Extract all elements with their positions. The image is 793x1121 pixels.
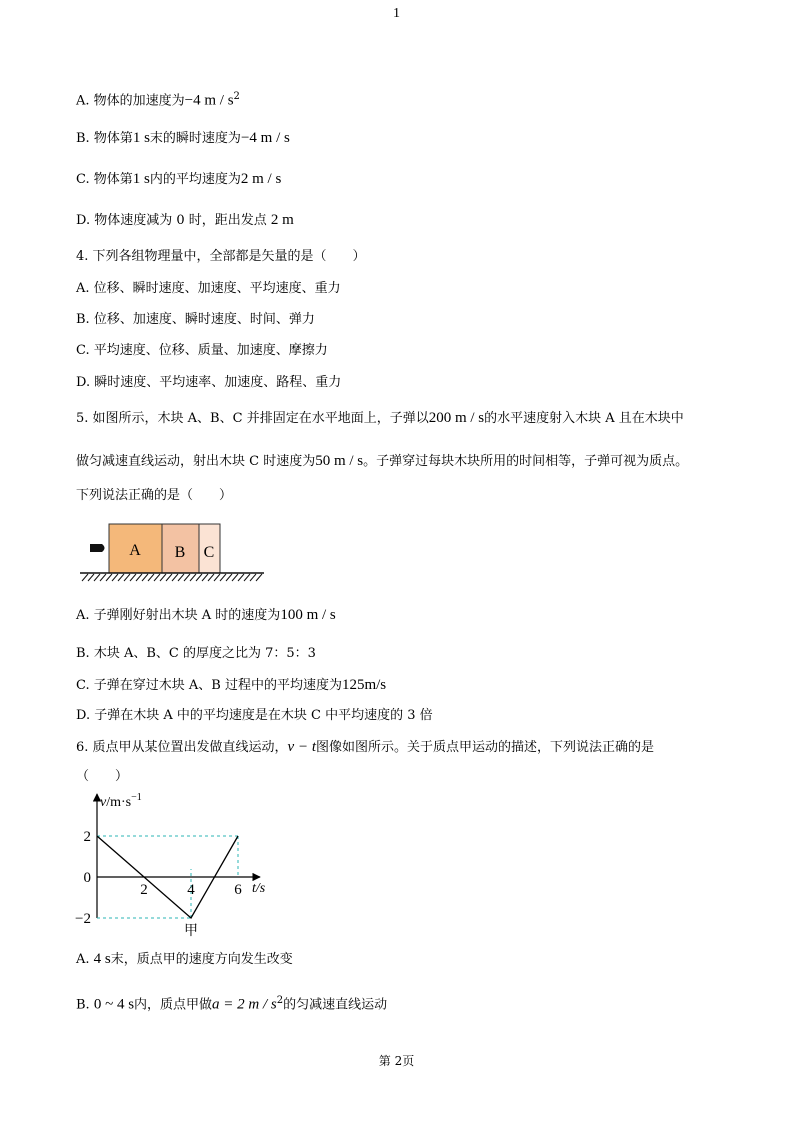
q6-stem-line1 bbox=[76, 738, 654, 757]
y-tick-label: 2 bbox=[83, 829, 91, 845]
q5-stem-line1 bbox=[76, 409, 684, 428]
q4-option-a: A. 位移、瞬时速度、加速度、平均速度、重力 bbox=[76, 281, 341, 296]
q5-stem2-post: 。子弹穿过每块木块所用的时间相等，子弹可视为质点。 bbox=[363, 454, 689, 469]
page-footer: 第 2页 bbox=[378, 1054, 415, 1068]
q3-option-d bbox=[76, 211, 294, 230]
ground-hatching bbox=[82, 574, 262, 581]
q5-option-d: D. 子弹在木块 A 中的平均速度是在木块 C 中平均速度的 3 倍 bbox=[76, 708, 433, 723]
q3-option-a bbox=[76, 88, 240, 110]
vt-graph bbox=[75, 790, 278, 939]
q3-option-b bbox=[76, 129, 290, 148]
q5-option-c bbox=[76, 676, 386, 695]
q4-option-c: C. 平均速度、位移、质量、加速度、摩擦力 bbox=[76, 343, 328, 358]
q4-stem: 4. 下列各组物理量中，全部都是矢量的是（ ） bbox=[76, 249, 366, 264]
q6-b-range: 0 ~ 4 s bbox=[93, 996, 135, 1013]
q5-a-text: A. 子弹刚好射出木块 A 时的速度为 bbox=[76, 608, 281, 623]
q3-b-value: −4 m / s bbox=[240, 130, 290, 146]
q6-option-b bbox=[76, 992, 387, 1014]
y-axis-label: $v/m\cdot s^{-1}$ bbox=[100, 792, 142, 810]
curve-label-jia: 甲 bbox=[184, 924, 198, 939]
block-a-label: A bbox=[129, 542, 141, 559]
q6-b-mid: 内，质点甲做 bbox=[134, 997, 213, 1013]
q3-c-time: 1 s bbox=[132, 171, 150, 187]
q3-d-text: D. 物体速度减为 0 时，距出发点 bbox=[76, 213, 267, 228]
q5-stem1-value: 200 m / s bbox=[428, 410, 485, 426]
q6-a-post: 末，质点甲的速度方向发生改变 bbox=[110, 952, 293, 967]
q5-c-value: 125m/s bbox=[341, 677, 387, 693]
q6-stem1-pre: 6. 质点甲从某位置出发做直线运动， bbox=[76, 740, 288, 755]
x-axis-label: t/s bbox=[252, 881, 266, 896]
q5-option-a bbox=[76, 606, 336, 625]
q4-option-d: D. 瞬时速度、平均速率、加速度、路程、重力 bbox=[76, 375, 342, 390]
q6-b-accel: a = 2 m / s bbox=[212, 996, 277, 1013]
page-top-number: 1 bbox=[393, 6, 400, 21]
q3-d-value: 2 m bbox=[270, 212, 294, 228]
q5-stem-line3: 下列说法正确的是（ ） bbox=[76, 488, 233, 503]
q3-c-text: C. 物体第 bbox=[76, 172, 133, 187]
x-tick-label: 6 bbox=[234, 882, 242, 898]
q6-b-sup: 2 bbox=[276, 995, 284, 1006]
y-tick-label: 0 bbox=[83, 870, 91, 886]
q5-stem2-value: 50 m / s bbox=[315, 453, 364, 469]
q6-a-pre: A. bbox=[76, 952, 94, 967]
q6-stem-line2: （ ） bbox=[76, 769, 129, 784]
q4-option-b: B. 位移、加速度、瞬时速度、时间、弹力 bbox=[76, 312, 315, 327]
q3-b-text2: 末的瞬时速度为 bbox=[149, 131, 241, 146]
q5-stem1-pre: 5. 如图所示，木块 A、B、C 并排固定在水平地面上，子弹以 bbox=[76, 411, 429, 426]
q3-a-value: −4 m / s bbox=[184, 92, 234, 109]
q5-c-text: C. 子弹在穿过木块 A、B 过程中的平均速度为 bbox=[76, 678, 342, 693]
q6-stem1-var: v − t bbox=[287, 739, 316, 755]
q6-option-a bbox=[76, 950, 293, 969]
block-b-label: B bbox=[174, 544, 186, 561]
block-c-label: C bbox=[203, 544, 215, 561]
q6-stem1-post: 图像如图所示。关于质点甲运动的描述，下列说法正确的是 bbox=[316, 740, 655, 755]
q3-b-time: 1 s bbox=[132, 130, 150, 146]
q5-stem-line2 bbox=[76, 452, 688, 471]
q3-c-text2: 内的平均速度为 bbox=[149, 172, 241, 187]
q5-option-b: B. 木块 A、B、C 的厚度之比为 7：5：3 bbox=[76, 646, 316, 661]
y-tick-label: −2 bbox=[75, 911, 91, 927]
q3-c-value: 2 m / s bbox=[240, 171, 282, 187]
q3-a-sup: 2 bbox=[233, 91, 240, 102]
q5-stem2-pre: 做匀减速直线运动，射出木块 C 时速度为 bbox=[76, 454, 316, 469]
q6-a-value: 4 s bbox=[93, 951, 111, 967]
x-tick-label: 2 bbox=[140, 882, 148, 898]
q3-option-c bbox=[76, 170, 281, 189]
q5-stem1-post: 的水平速度射入木块 A 且在木块中 bbox=[484, 411, 684, 426]
q3-b-text: B. 物体第 bbox=[76, 131, 133, 146]
q5-blocks-figure bbox=[78, 520, 268, 590]
bullet-icon bbox=[90, 544, 105, 552]
x-tick-label: 4 bbox=[187, 882, 195, 898]
q6-b-pre: B. bbox=[76, 997, 94, 1013]
q6-b-post: 的匀减速直线运动 bbox=[283, 997, 388, 1013]
q5-a-value: 100 m / s bbox=[280, 607, 336, 623]
q3-a-text: A. 物体的加速度为 bbox=[76, 93, 185, 109]
